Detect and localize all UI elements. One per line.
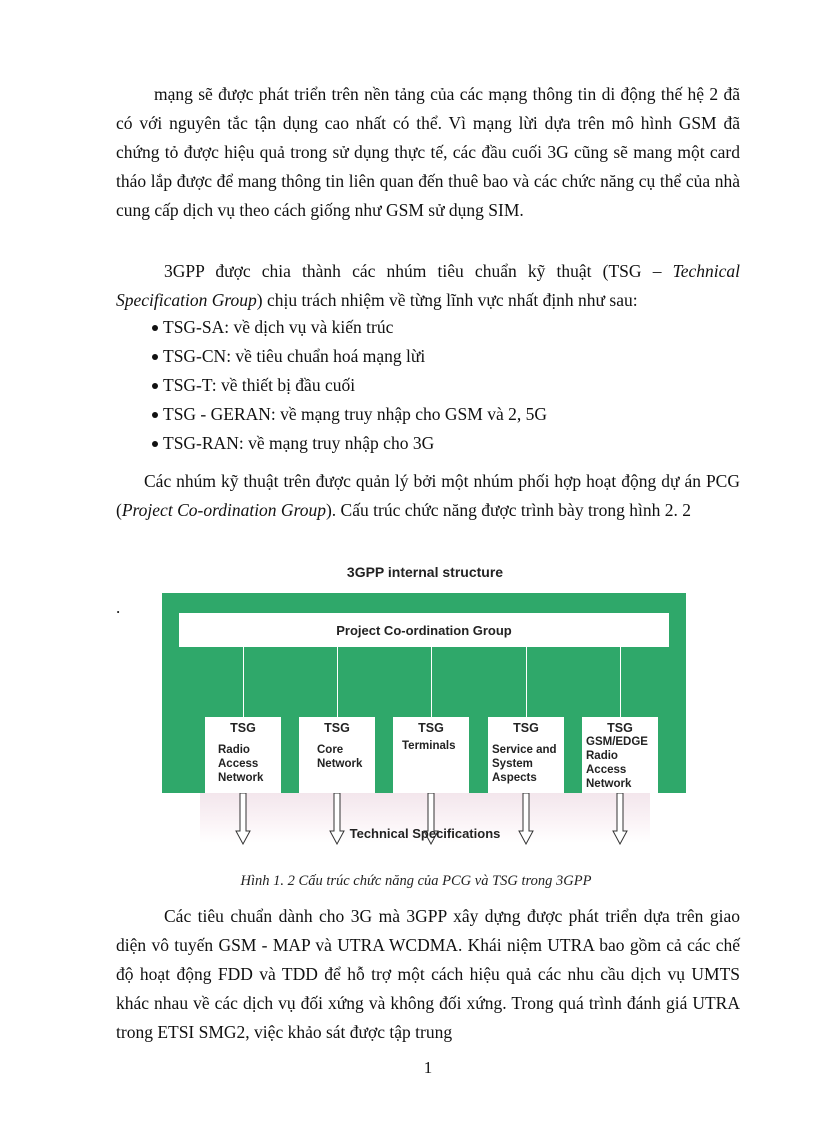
tsg-box-geran (582, 717, 658, 801)
connector-line (337, 647, 338, 717)
page-number: 1 (423, 1058, 433, 1077)
tsg-heading: TSG (324, 721, 350, 735)
tsg-box-ran (205, 717, 281, 801)
paragraph-tsg-text-a: 3GPP được chia thành các nhúm tiêu chuẩn kỹ thuật (TSG – (164, 261, 673, 281)
list-item-text: TSG-CN: về tiêu chuẩn hoá mạng lừi (163, 346, 426, 366)
list-item-text: TSG-RAN: về mạng truy nhập cho 3G (163, 433, 435, 453)
connector-line (620, 647, 621, 717)
paragraph-pcg-text-a: Các nhúm kỹ thuật trên được quản lý bởi một nhúm phối hợp hoạt động dự án PCG ( (116, 471, 740, 520)
figure-caption: Hình 1. 2 Cấu trúc chức năng của PCG và TSG trong 3GPP (240, 873, 592, 889)
list-item (152, 313, 547, 342)
paragraph-tsg-text-b: ) chịu trách nhiệm về từng lĩnh vực nhất định như sau: (256, 290, 638, 310)
paragraph-tsg (116, 257, 740, 315)
pcg-box: Project Co-ordination Group (179, 613, 669, 647)
bullet-icon (152, 412, 158, 418)
connector-line (526, 647, 527, 717)
figure-title: 3GPP internal structure (346, 564, 504, 580)
tsg-box-terminals (393, 717, 469, 801)
connector-line (431, 647, 432, 717)
tsg-heading: TSG (230, 721, 256, 735)
paragraph-pcg-text-b: ). Cấu trúc chức năng được trình bày trong hình 2. 2 (325, 500, 691, 520)
figure-bottom-label: Technical Specifications (349, 826, 501, 841)
paragraph-pcg (116, 467, 740, 525)
tsg-group-name: Terminals (402, 740, 456, 752)
bullet-icon (152, 441, 158, 447)
figure-3gpp-structure (160, 560, 690, 852)
list-item-text: TSG - GERAN: về mạng truy nhập cho GSM và 2, 5G (163, 404, 547, 424)
tsg-box-cn (299, 717, 375, 801)
connector-line (243, 647, 244, 717)
bullet-icon (152, 383, 158, 389)
tsg-bullet-list (152, 313, 547, 458)
tsg-heading: TSG (607, 721, 633, 735)
bullet-icon (152, 325, 158, 331)
list-item (152, 400, 547, 429)
paragraph-pcg-italic: Project Co-ordination Group (121, 500, 326, 520)
tsg-box-sa (488, 717, 564, 801)
list-item-text: TSG-SA: về dịch vụ và kiến trúc (163, 317, 394, 337)
stray-dot: . (116, 598, 121, 617)
paragraph-utra: Các tiêu chuẩn dành cho 3G mà 3GPP xây dựng được phát triển dựa trên giao diện vô tuyến GSM - MAP và UTRA WCDMA. Khái niệm UTRA bao gồm cả các chế độ hoạt động FDD và TDD để hỗ trợ một cách hiệu quả các nhu cầu dịch vụ UMTS khác nhau về các dịch vụ đối xứng và không đối xứng. Trong quá trình đánh giá UTRA trong ETSI SMG2, việc khảo sát được tập trung (116, 906, 740, 1042)
tsg-heading: TSG (513, 721, 539, 735)
tsg-group-name: Service and System Aspects (492, 744, 557, 784)
list-item (152, 371, 547, 400)
list-item (152, 429, 547, 458)
paragraph-tsg-italic: Technical Specification Group (116, 261, 740, 310)
bullet-icon (152, 354, 158, 360)
paragraph-intro: mạng sẽ được phát triển trên nền tảng của các mạng thông tin di động thế hệ 2 đã có với nguyên tắc tận dụng cao nhất có thể. Vì mạng lừi dựa trên mô hình GSM đã chứng tỏ được hiệu quả trong sử dụng thực tế, các đầu cuối 3G cũng sẽ mang một card tháo lắp được để mang thông tin liên quan đến thuê bao và các chức năng cụ thể của nhà cung cấp dịch vụ theo cách giống như GSM sử dụng SIM. (116, 84, 740, 220)
tsg-heading: TSG (418, 721, 444, 735)
tsg-group-name: Core Network (317, 744, 363, 770)
tsg-group-name: GSM/EDGE Radio Access Network (586, 736, 648, 790)
structure-frame (162, 593, 686, 793)
tsg-group-name: Radio Access Network (218, 744, 264, 784)
list-item (152, 342, 547, 371)
list-item-text: TSG-T: về thiết bị đầu cuối (163, 375, 356, 395)
